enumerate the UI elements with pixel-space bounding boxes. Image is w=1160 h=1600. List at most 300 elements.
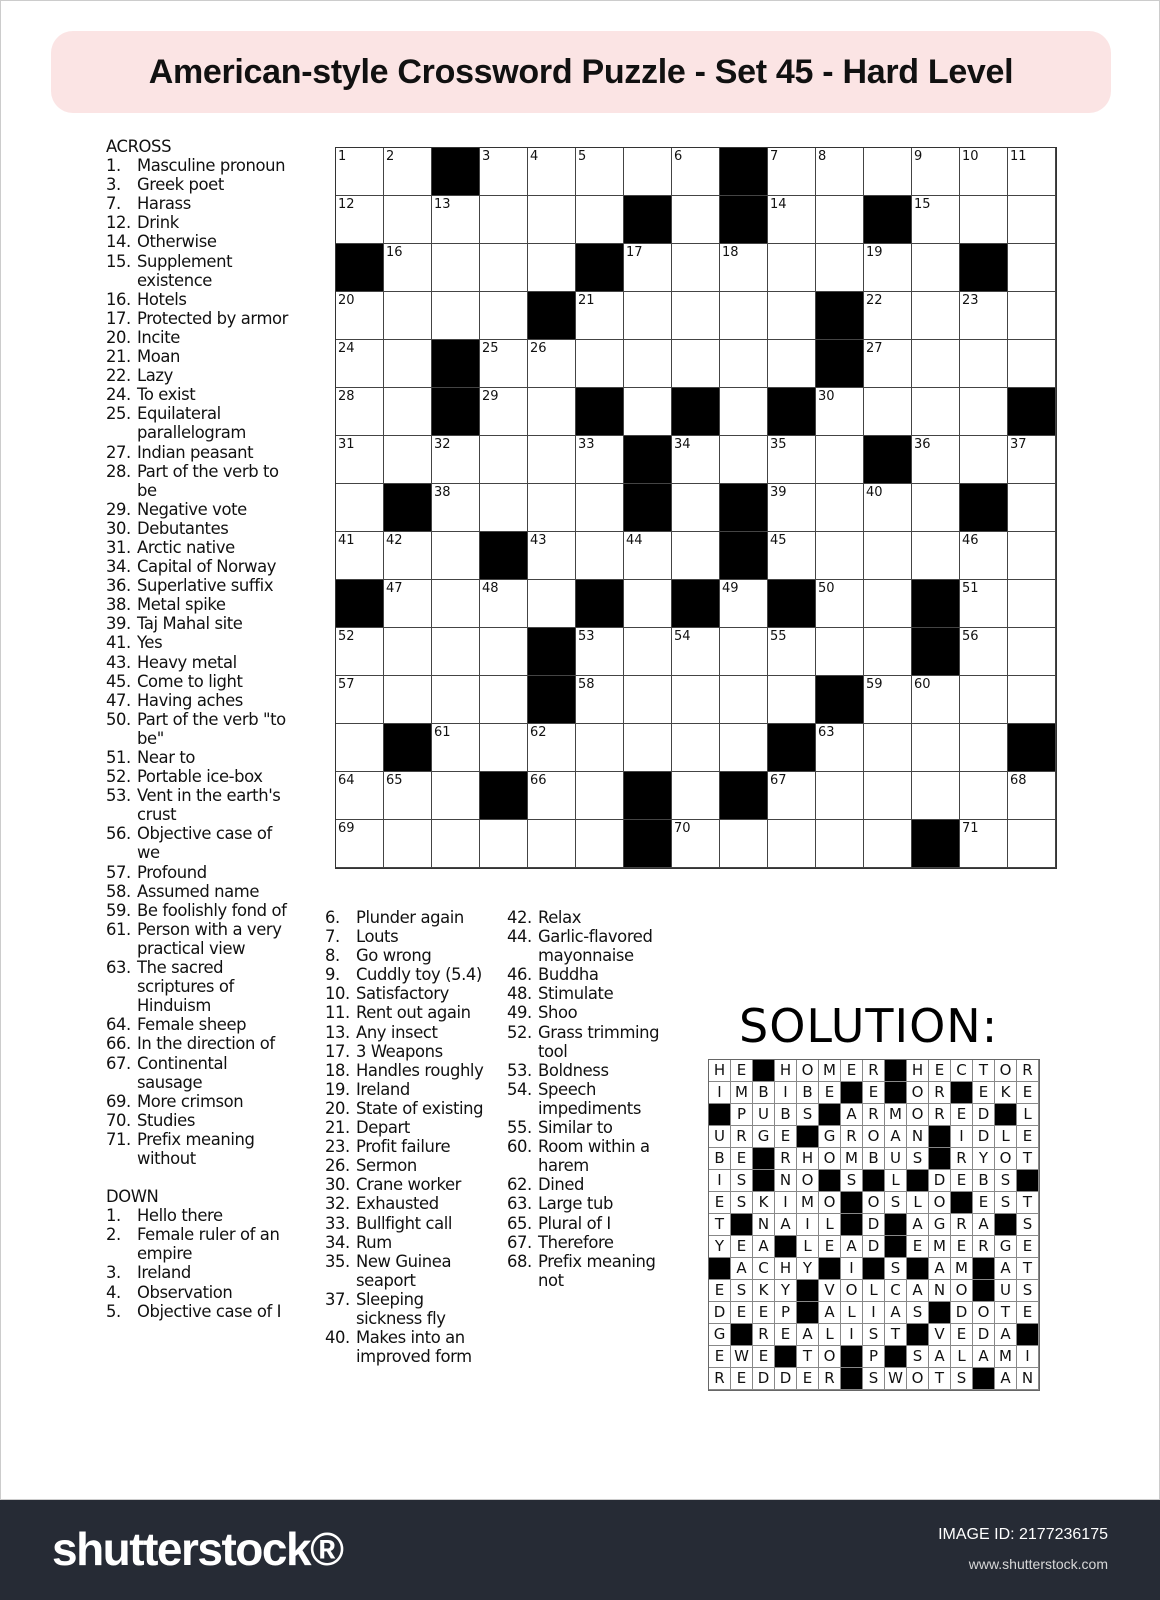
grid-cell[interactable] [384, 340, 432, 388]
grid-cell[interactable] [336, 340, 384, 388]
solution-letter: O [995, 1060, 1017, 1082]
grid-cell[interactable] [816, 484, 864, 532]
grid-cell[interactable] [768, 148, 816, 196]
clue-number: 31. [106, 537, 136, 557]
grid-cell[interactable] [432, 820, 480, 868]
clue-text: Yes [137, 633, 163, 653]
grid-cell[interactable] [912, 148, 960, 196]
grid-cell[interactable] [480, 676, 528, 724]
solution-black-square [797, 1302, 819, 1324]
grid-cell[interactable] [528, 724, 576, 772]
grid-cell[interactable] [768, 532, 816, 580]
clue-text: Rum [356, 1232, 392, 1252]
solution-grid [708, 1059, 1040, 1391]
grid-cell[interactable] [864, 340, 912, 388]
clue-text: More crimson [137, 1091, 244, 1111]
grid-cell[interactable] [864, 676, 912, 724]
grid-cell[interactable] [432, 580, 480, 628]
grid-cell[interactable] [336, 532, 384, 580]
clue-number: 22 [866, 293, 883, 308]
grid-cell[interactable] [528, 196, 576, 244]
grid-cell[interactable] [720, 244, 768, 292]
clue-number: 23. [325, 1137, 355, 1157]
grid-cell[interactable] [960, 196, 1008, 244]
clue-number: 20. [106, 327, 136, 347]
black-square [576, 244, 624, 292]
clue-number: 19 [866, 245, 883, 260]
solution-letter: M [885, 1104, 907, 1126]
grid-cell[interactable] [816, 628, 864, 676]
clue-number: 63. [106, 958, 136, 978]
clue-number: 48 [482, 581, 499, 596]
clue-number: 59. [106, 900, 136, 920]
grid-cell[interactable] [672, 148, 720, 196]
grid-cell[interactable] [384, 196, 432, 244]
solution-letter: S [863, 1324, 885, 1346]
grid-cell[interactable] [864, 532, 912, 580]
solution-letter: I [775, 1192, 797, 1214]
grid-cell[interactable] [336, 484, 384, 532]
solution-letter: E [841, 1060, 863, 1082]
grid-cell[interactable] [576, 340, 624, 388]
clue-number: 15. [106, 251, 136, 271]
grid-cell[interactable] [672, 628, 720, 676]
grid-cell[interactable] [576, 676, 624, 724]
grid-cell[interactable] [336, 292, 384, 340]
grid-cell[interactable] [960, 340, 1008, 388]
clue-number: 68 [1010, 773, 1027, 788]
solution-black-square [907, 1170, 929, 1192]
solution-letter: N [929, 1280, 951, 1302]
grid-cell[interactable] [1008, 484, 1056, 532]
grid-cell[interactable] [480, 148, 528, 196]
clue-text: New Guinea seaport [356, 1251, 452, 1290]
clue-number: 17. [106, 308, 136, 328]
grid-cell[interactable] [1008, 628, 1056, 676]
solution-letter: O [907, 1082, 929, 1104]
solution-black-square [863, 1258, 885, 1280]
grid-cell[interactable] [528, 772, 576, 820]
grid-cell[interactable] [1008, 292, 1056, 340]
solution-letter: O [797, 1060, 819, 1082]
grid-cell[interactable] [528, 244, 576, 292]
black-square [720, 532, 768, 580]
grid-cell[interactable] [960, 580, 1008, 628]
black-square [624, 772, 672, 820]
solution-letter: M [797, 1192, 819, 1214]
grid-cell[interactable] [528, 580, 576, 628]
grid-cell[interactable] [480, 820, 528, 868]
grid-cell[interactable] [576, 628, 624, 676]
grid-cell[interactable] [864, 148, 912, 196]
grid-cell[interactable] [864, 724, 912, 772]
brand-logo: shutterstock® [52, 1523, 343, 1575]
clue-number: 53 [578, 629, 595, 644]
solution-letter: E [731, 1236, 753, 1258]
solution-letter: S [731, 1170, 753, 1192]
grid-cell[interactable] [960, 724, 1008, 772]
grid-cell[interactable] [624, 388, 672, 436]
grid-cell[interactable] [384, 244, 432, 292]
grid-cell[interactable] [768, 772, 816, 820]
black-square [720, 484, 768, 532]
grid-cell[interactable] [480, 388, 528, 436]
solution-black-square [775, 1346, 797, 1368]
clue-number: 65. [507, 1213, 537, 1233]
grid-cell[interactable] [624, 724, 672, 772]
grid-cell[interactable] [624, 628, 672, 676]
clue-text: Ireland [137, 1263, 191, 1283]
grid-cell[interactable] [1008, 772, 1056, 820]
clue-number: 32. [325, 1194, 355, 1214]
grid-cell[interactable] [384, 676, 432, 724]
grid-cell[interactable] [528, 148, 576, 196]
grid-cell[interactable] [672, 196, 720, 244]
grid-cell[interactable] [960, 676, 1008, 724]
clue-text: Vent in the earth's crust [137, 786, 281, 825]
solution-letter: O [907, 1104, 929, 1126]
grid-cell[interactable] [912, 388, 960, 436]
grid-cell[interactable] [912, 244, 960, 292]
grid-cell[interactable] [720, 580, 768, 628]
clue-number: 41 [338, 533, 355, 548]
grid-cell[interactable] [864, 484, 912, 532]
clue-text: Greek poet [137, 175, 224, 195]
grid-cell[interactable] [336, 388, 384, 436]
clue-number: 37. [325, 1289, 355, 1309]
grid-cell[interactable] [1008, 676, 1056, 724]
grid-cell[interactable] [816, 244, 864, 292]
black-square [624, 484, 672, 532]
grid-cell[interactable] [912, 196, 960, 244]
grid-cell[interactable] [672, 244, 720, 292]
grid-cell[interactable] [384, 628, 432, 676]
grid-cell[interactable] [768, 340, 816, 388]
clue-across [106, 633, 296, 652]
grid-cell[interactable] [816, 148, 864, 196]
grid-cell[interactable] [816, 196, 864, 244]
grid-cell[interactable] [672, 772, 720, 820]
solution-letter: R [973, 1236, 995, 1258]
solution-letter: M [731, 1082, 753, 1104]
grid-cell[interactable] [672, 724, 720, 772]
grid-cell[interactable] [960, 388, 1008, 436]
solution-letter: I [775, 1082, 797, 1104]
grid-cell[interactable] [912, 292, 960, 340]
grid-cell[interactable] [624, 292, 672, 340]
solution-letter: E [797, 1368, 819, 1390]
grid-cell[interactable] [336, 676, 384, 724]
clue-number: 41. [106, 633, 136, 653]
grid-cell[interactable] [576, 484, 624, 532]
solution-black-square [995, 1214, 1017, 1236]
grid-cell[interactable] [720, 388, 768, 436]
grid-cell[interactable] [432, 772, 480, 820]
grid-cell[interactable] [624, 676, 672, 724]
solution-black-square [885, 1082, 907, 1104]
grid-cell[interactable] [816, 772, 864, 820]
grid-cell[interactable] [384, 292, 432, 340]
clue-down [507, 908, 677, 927]
clue-number: 71 [962, 821, 979, 836]
grid-cell[interactable] [768, 244, 816, 292]
grid-cell[interactable] [432, 196, 480, 244]
clue-text: Bullfight call [356, 1213, 453, 1233]
grid-cell[interactable] [528, 484, 576, 532]
black-square [816, 676, 864, 724]
solution-letter: P [863, 1346, 885, 1368]
clue-number: 36. [106, 576, 136, 596]
grid-cell[interactable] [1008, 244, 1056, 292]
grid-cell[interactable] [336, 436, 384, 484]
clue-text: Indian peasant [137, 442, 254, 462]
grid-cell[interactable] [912, 676, 960, 724]
grid-cell[interactable] [912, 772, 960, 820]
grid-cell[interactable] [528, 436, 576, 484]
solution-letter: M [929, 1236, 951, 1258]
grid-cell[interactable] [1008, 148, 1056, 196]
clue-number: 39 [770, 485, 787, 500]
grid-cell[interactable] [1008, 580, 1056, 628]
grid-cell[interactable] [768, 484, 816, 532]
clue-number: 13. [325, 1022, 355, 1042]
solution-letter: D [929, 1170, 951, 1192]
clue-number: 12. [106, 213, 136, 233]
solution-letter: S [1017, 1214, 1039, 1236]
grid-cell[interactable] [384, 148, 432, 196]
clue-text: Large tub [538, 1194, 613, 1214]
grid-cell[interactable] [576, 148, 624, 196]
grid-cell[interactable] [480, 580, 528, 628]
grid-cell[interactable] [720, 340, 768, 388]
solution-letter: I [951, 1126, 973, 1148]
clues-column-3 [507, 908, 677, 1290]
black-square [432, 388, 480, 436]
grid-cell[interactable] [576, 724, 624, 772]
solution-letter: B [863, 1148, 885, 1170]
grid-cell[interactable] [864, 292, 912, 340]
solution-letter: L [841, 1302, 863, 1324]
solution-letter: L [819, 1324, 841, 1346]
grid-cell[interactable] [624, 340, 672, 388]
solution-letter: G [995, 1236, 1017, 1258]
clue-down [106, 1225, 296, 1263]
grid-cell[interactable] [384, 532, 432, 580]
grid-cell[interactable] [576, 532, 624, 580]
grid-cell[interactable] [336, 772, 384, 820]
grid-cell[interactable] [576, 436, 624, 484]
grid-cell[interactable] [1008, 820, 1056, 868]
clue-text: Incite [137, 327, 180, 347]
grid-cell[interactable] [624, 244, 672, 292]
grid-cell[interactable] [576, 292, 624, 340]
black-square [1008, 724, 1056, 772]
grid-cell[interactable] [672, 532, 720, 580]
grid-cell[interactable] [432, 532, 480, 580]
grid-cell[interactable] [672, 340, 720, 388]
grid-cell[interactable] [432, 676, 480, 724]
black-square [624, 820, 672, 868]
solution-black-square [907, 1324, 929, 1346]
grid-cell[interactable] [528, 532, 576, 580]
grid-cell[interactable] [960, 820, 1008, 868]
grid-cell[interactable] [432, 484, 480, 532]
grid-cell[interactable] [480, 628, 528, 676]
grid-cell[interactable] [816, 436, 864, 484]
clue-text: Exhausted [356, 1194, 439, 1214]
solution-letter: A [885, 1126, 907, 1148]
grid-cell[interactable] [576, 772, 624, 820]
black-square [336, 244, 384, 292]
grid-cell[interactable] [864, 820, 912, 868]
grid-cell[interactable] [960, 148, 1008, 196]
solution-black-square [819, 1104, 841, 1126]
clue-across [106, 1130, 296, 1168]
solution-black-square [973, 1280, 995, 1302]
solution-letter: O [973, 1302, 995, 1324]
grid-cell[interactable] [912, 436, 960, 484]
grid-cell[interactable] [384, 820, 432, 868]
grid-cell[interactable] [864, 628, 912, 676]
clue-number: 27 [866, 341, 883, 356]
clue-number: 49. [507, 1003, 537, 1023]
clue-number: 31 [338, 437, 355, 452]
grid-cell[interactable] [720, 628, 768, 676]
grid-cell[interactable] [960, 292, 1008, 340]
grid-cell[interactable] [480, 436, 528, 484]
grid-cell[interactable] [672, 484, 720, 532]
grid-cell[interactable] [480, 244, 528, 292]
grid-cell[interactable] [816, 820, 864, 868]
grid-cell[interactable] [384, 580, 432, 628]
grid-cell[interactable] [960, 772, 1008, 820]
black-square [480, 532, 528, 580]
grid-cell[interactable] [720, 724, 768, 772]
grid-cell[interactable] [432, 436, 480, 484]
black-square [672, 388, 720, 436]
grid-cell[interactable] [720, 292, 768, 340]
solution-letter: E [1017, 1236, 1039, 1258]
grid-cell[interactable] [864, 772, 912, 820]
grid-cell[interactable] [432, 628, 480, 676]
grid-cell[interactable] [816, 388, 864, 436]
grid-cell[interactable] [960, 532, 1008, 580]
solution-black-square [797, 1280, 819, 1302]
grid-cell[interactable] [576, 820, 624, 868]
grid-cell[interactable] [480, 484, 528, 532]
grid-cell[interactable] [336, 628, 384, 676]
grid-cell[interactable] [912, 532, 960, 580]
clue-down [507, 1214, 677, 1233]
grid-cell[interactable] [768, 292, 816, 340]
solution-letter: E [731, 1148, 753, 1170]
grid-cell[interactable] [912, 340, 960, 388]
clue-text: Supplement existence [137, 251, 233, 290]
grid-cell[interactable] [624, 148, 672, 196]
grid-cell[interactable] [864, 388, 912, 436]
grid-cell[interactable] [816, 724, 864, 772]
black-square [1008, 388, 1056, 436]
grid-cell[interactable] [432, 244, 480, 292]
black-square [768, 580, 816, 628]
grid-cell[interactable] [912, 724, 960, 772]
grid-cell[interactable] [1008, 532, 1056, 580]
grid-cell[interactable] [672, 820, 720, 868]
solution-letter: B [797, 1082, 819, 1104]
grid-cell[interactable] [864, 244, 912, 292]
grid-cell[interactable] [528, 820, 576, 868]
grid-cell[interactable] [432, 292, 480, 340]
grid-cell[interactable] [960, 436, 1008, 484]
clue-text: Drink [137, 213, 179, 233]
clue-across [106, 1092, 296, 1111]
grid-cell[interactable] [960, 628, 1008, 676]
solution-letter: A [819, 1302, 841, 1324]
grid-cell[interactable] [480, 196, 528, 244]
grid-cell[interactable] [672, 436, 720, 484]
grid-cell[interactable] [480, 292, 528, 340]
grid-cell[interactable] [480, 724, 528, 772]
grid-cell[interactable] [1008, 436, 1056, 484]
grid-cell[interactable] [528, 340, 576, 388]
clue-text: Near to [137, 748, 195, 767]
clue-number: 58 [578, 677, 595, 692]
grid-cell[interactable] [816, 580, 864, 628]
grid-cell[interactable] [576, 196, 624, 244]
clue-down [325, 1137, 490, 1156]
grid-cell[interactable] [624, 532, 672, 580]
grid-cell[interactable] [864, 580, 912, 628]
clue-text: Taj Mahal site [137, 614, 243, 634]
clue-down [325, 965, 490, 984]
grid-cell[interactable] [768, 436, 816, 484]
solution-letter: A [775, 1214, 797, 1236]
grid-cell[interactable] [336, 148, 384, 196]
grid-cell[interactable] [384, 388, 432, 436]
clue-number: 28. [106, 461, 136, 481]
grid-cell[interactable] [672, 676, 720, 724]
grid-cell[interactable] [624, 580, 672, 628]
grid-cell[interactable] [672, 292, 720, 340]
grid-cell[interactable] [384, 436, 432, 484]
solution-letter: B [709, 1148, 731, 1170]
grid-cell[interactable] [336, 196, 384, 244]
solution-letter: A [995, 1324, 1017, 1346]
clue-text: To exist [137, 385, 196, 405]
grid-cell[interactable] [768, 676, 816, 724]
grid-cell[interactable] [720, 676, 768, 724]
grid-cell[interactable] [912, 484, 960, 532]
grid-cell[interactable] [336, 724, 384, 772]
grid-cell[interactable] [768, 820, 816, 868]
grid-cell[interactable] [336, 820, 384, 868]
grid-cell[interactable] [720, 436, 768, 484]
grid-cell[interactable] [768, 628, 816, 676]
grid-cell[interactable] [816, 532, 864, 580]
grid-cell[interactable] [480, 340, 528, 388]
clue-across [106, 252, 296, 290]
grid-cell[interactable] [432, 724, 480, 772]
clue-text: Capital of Norway [137, 557, 277, 577]
black-square [336, 580, 384, 628]
grid-cell[interactable] [1008, 340, 1056, 388]
solution-black-square [731, 1324, 753, 1346]
grid-cell[interactable] [528, 388, 576, 436]
grid-cell[interactable] [1008, 196, 1056, 244]
grid-cell[interactable] [720, 820, 768, 868]
grid-cell[interactable] [768, 196, 816, 244]
grid-cell[interactable] [384, 772, 432, 820]
